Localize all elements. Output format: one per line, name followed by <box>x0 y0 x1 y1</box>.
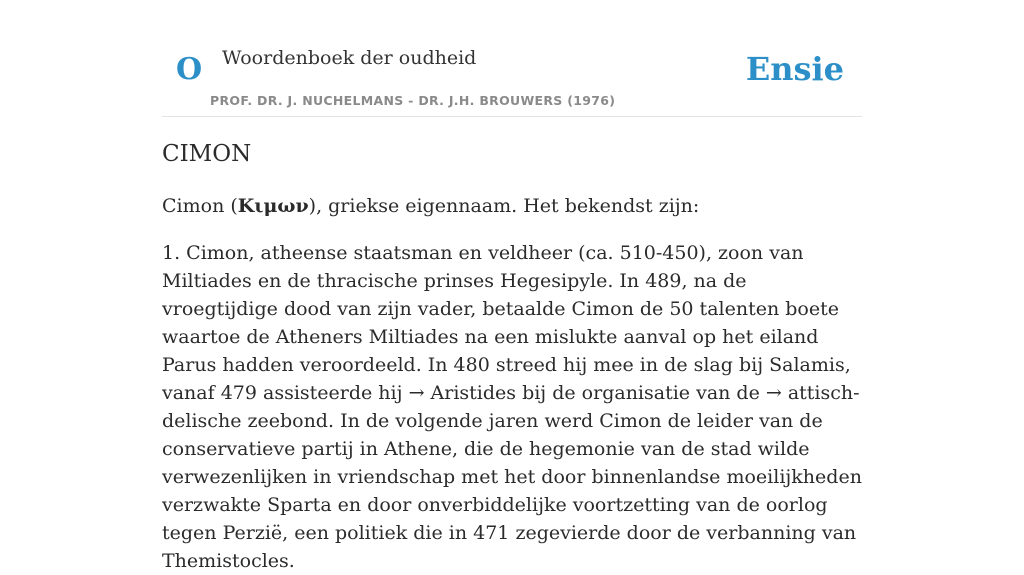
link-attisch-delische-zeebond[interactable]: → attisch-delische zeebond <box>162 382 860 432</box>
intro-text-start: Cimon ( <box>162 195 238 217</box>
entry-title: CIMON <box>162 141 252 167</box>
entry-paragraph-1 <box>162 239 862 575</box>
book-authors: PROF. DR. J. NUCHELMANS - DR. J.H. BROUWERS (1976) <box>210 93 616 108</box>
paragraph-text: . In de volgende jaren werd Cimon de leider van de conservatieve partij in Athene, die de hegemonie van de stad wilde verwezenlijken in vriendschap met het door binnenlandse moeilijkheden verzwakte Sparta en door onverbiddelijke voortzetting van de oorlog tegen Perzië, een politiek die in 471 zegevierde door de verbanning van Themistocles. <box>162 410 862 572</box>
page-header <box>162 0 862 117</box>
paragraph-text: 1. Cimon, atheense staatsman en veldheer (ca. 510-450), zoon van Miltiades en de thracische prinses Hegesipyle. In 489, na de vroegtijdige dood van zijn vader, betaalde Cimon de 50 talenten boete waartoe de Atheners Miltiades na een mislukte aanval op het eiland Parus hadden veroordeeld. In 480 streed hij mee in de slag bij Salamis, vanaf 479 assisteerde hij <box>162 242 851 404</box>
book-title[interactable]: Woordenboek der oudheid <box>222 47 477 69</box>
greek-name: Κιμων <box>237 195 309 217</box>
entry-intro <box>162 192 862 220</box>
paragraph-text: bij de organisatie van de <box>516 382 766 404</box>
ensie-logo[interactable]: Ensie <box>745 50 844 88</box>
entry-content <box>162 138 862 575</box>
link-aristides[interactable]: → Aristides <box>408 382 517 404</box>
book-logo: O <box>176 52 203 87</box>
intro-text-end: ), griekse eigennaam. Het bekendst zijn: <box>308 195 700 217</box>
